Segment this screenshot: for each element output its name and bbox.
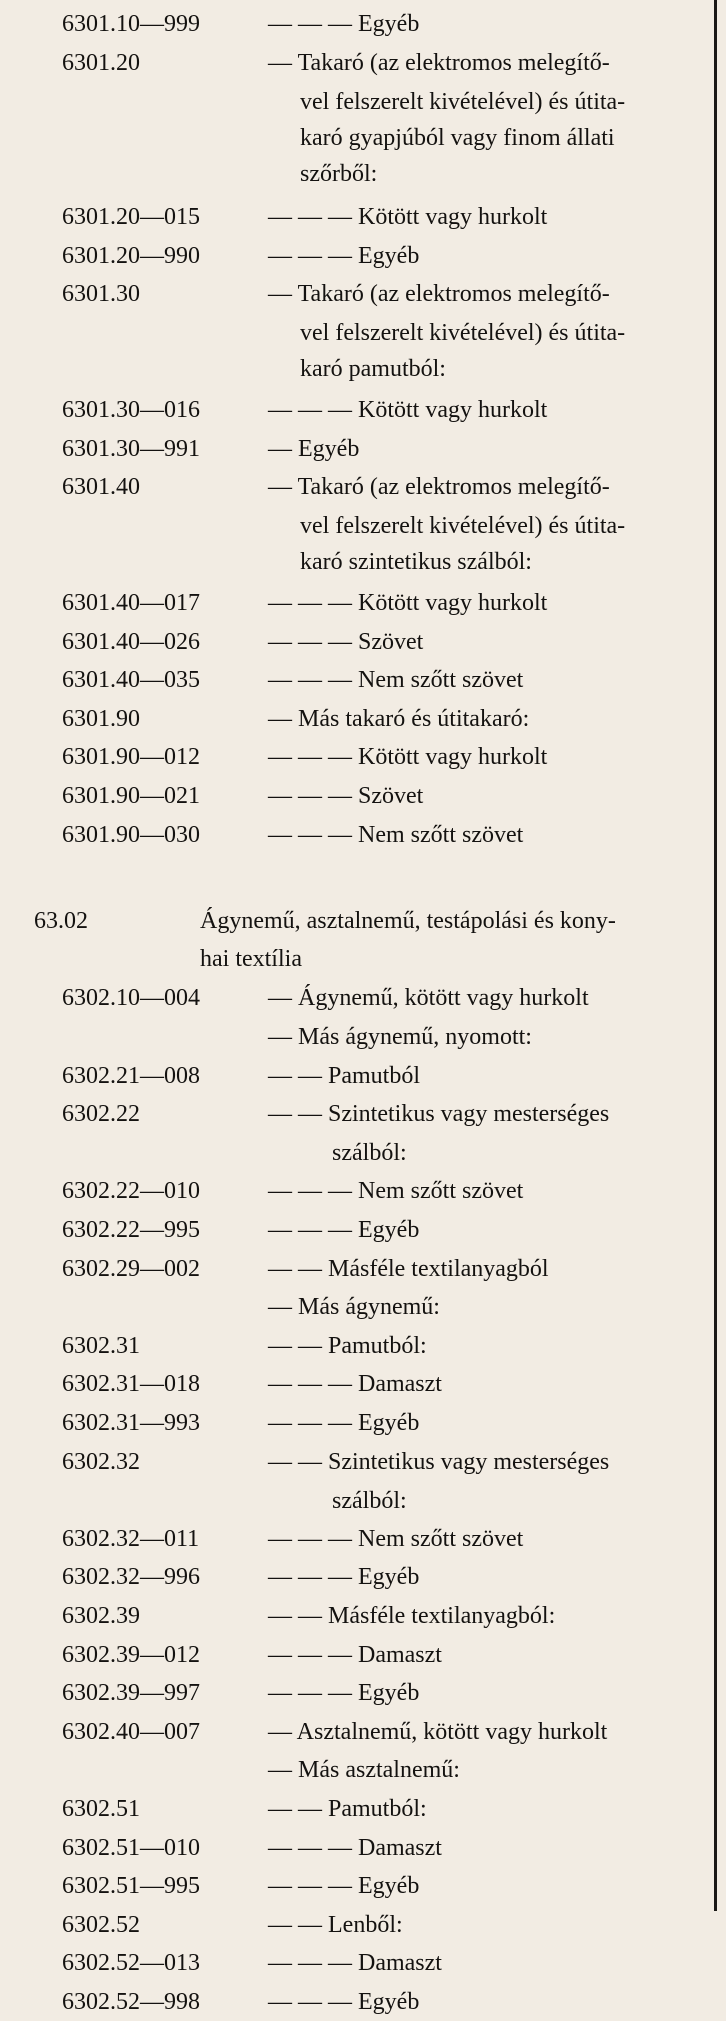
tariff-description: — — Pamutból:: [268, 1796, 427, 1822]
tariff-description-continuation: karó gyapjúból vagy finom állati: [300, 124, 615, 151]
tariff-code: 6301.90: [62, 705, 140, 732]
tariff-description: — Egyéb: [268, 435, 360, 462]
tariff-description: — — Pamutból:: [268, 1332, 427, 1359]
tariff-description-continuation: hai textília: [200, 946, 302, 973]
tariff-description: — — — Egyéb: [268, 242, 420, 269]
tariff-code: 6302.22—995: [62, 1217, 200, 1243]
tariff-description-continuation: vel felszerelt kivételével) és útita-: [300, 513, 626, 540]
tariff-code: 6302.52: [62, 1911, 140, 1938]
tariff-description: — Más asztalnemű:: [268, 1757, 460, 1784]
tariff-description: — — — Egyéb: [268, 1680, 420, 1707]
tariff-code: 6301.40: [62, 474, 140, 501]
tariff-description: — Asztalnemű, kötött vagy hurkolt: [268, 1718, 608, 1745]
tariff-description: — — — Szövet: [268, 783, 424, 809]
tariff-description: — Ágynemű, kötött vagy hurkolt: [268, 985, 589, 1012]
tariff-description-continuation: karó pamutból:: [300, 356, 446, 383]
tariff-description: — Más takaró és útitakaró:: [268, 705, 530, 732]
tariff-code: 6302.29—002: [62, 1255, 200, 1282]
tariff-code: 6302.39—012: [62, 1641, 200, 1668]
tariff-code: 6301.40—017: [62, 590, 200, 616]
tariff-code: 6302.21—008: [62, 1062, 200, 1089]
tariff-code: 6301.90—012: [62, 744, 200, 771]
tariff-description: — — — Kötött vagy hurkolt: [268, 397, 548, 423]
tariff-description: — — — Kötött vagy hurkolt: [268, 744, 548, 771]
tariff-description: — Más ágynemű:: [268, 1294, 440, 1321]
tariff-code: 6302.39—997: [62, 1680, 200, 1707]
tariff-description: — — Szintetikus vagy mesterséges: [268, 1448, 610, 1475]
tariff-code: 6301.20—990: [62, 242, 200, 269]
tariff-code: 6302.32—996: [62, 1564, 200, 1591]
tariff-description: — — — Egyéb: [268, 1989, 420, 2015]
tariff-code: 6301.10—999: [62, 11, 200, 37]
tariff-description: — — — Damaszt: [268, 1641, 442, 1668]
tariff-description: — — — Egyéb: [268, 1410, 420, 1436]
tariff-description: — — — Nem szőtt szövet: [268, 667, 524, 694]
tariff-description-continuation: karó szintetikus szálból:: [300, 549, 532, 576]
tariff-code: 6302.52—013: [62, 1950, 200, 1977]
tariff-description: — — — Egyéb: [268, 1873, 420, 1900]
tariff-description: — — — Nem szőtt szövet: [268, 1178, 524, 1205]
tariff-description: — — — Egyéb: [268, 1564, 420, 1591]
tariff-description-continuation: szálból:: [332, 1487, 407, 1514]
tariff-description-continuation: vel felszerelt kivételével) és útita-: [300, 320, 626, 347]
tariff-description: — Más ágynemű, nyomott:: [268, 1024, 532, 1050]
tariff-description-continuation: vel felszerelt kivételével) és útita-: [300, 88, 626, 115]
tariff-code: 6302.51—995: [62, 1873, 200, 1900]
tariff-code: 6302.32: [62, 1448, 140, 1475]
tariff-description: — — — Nem szőtt szövet: [268, 821, 524, 848]
tariff-description: — — Szintetikus vagy mesterséges: [268, 1101, 610, 1128]
tariff-code: 6302.22: [62, 1101, 140, 1128]
tariff-description: — — — Damaszt: [268, 1834, 442, 1861]
tariff-description: — — Másféle textilanyagból:: [268, 1603, 556, 1629]
tariff-code: 6302.39: [62, 1603, 140, 1629]
tariff-code: 6302.52—998: [62, 1989, 200, 2015]
right-margin-rule: [714, 0, 717, 1911]
tariff-code: 6302.22—010: [62, 1178, 200, 1205]
tariff-code: 6301.30—016: [62, 397, 200, 423]
tariff-code: 6301.30: [62, 281, 140, 308]
tariff-description: — Takaró (az elektromos melegítő-: [268, 474, 610, 501]
tariff-code: 6302.51—010: [62, 1834, 200, 1861]
tariff-description: — — Pamutból: [268, 1062, 421, 1089]
tariff-description: — — Másféle textilanyagból: [268, 1255, 549, 1282]
tariff-code: 6302.32—011: [62, 1525, 200, 1552]
tariff-description-continuation: szálból:: [332, 1140, 407, 1167]
tariff-code: 6301.40—035: [62, 667, 200, 694]
tariff-code: 6301.90—030: [62, 821, 200, 848]
tariff-description: — — — Kötött vagy hurkolt: [268, 590, 548, 616]
tariff-code: 6302.51: [62, 1796, 140, 1822]
tariff-code: 6301.40—026: [62, 628, 200, 655]
tariff-code: 6302.31—993: [62, 1410, 200, 1436]
tariff-description: Ágynemű, asztalnemű, testápolási és kony-: [200, 908, 616, 935]
tariff-code: 6301.20—015: [62, 204, 200, 230]
tariff-description: — Takaró (az elektromos melegítő-: [268, 49, 610, 76]
tariff-code: 6301.30—991: [62, 435, 200, 462]
tariff-description-continuation: szőrből:: [300, 160, 378, 187]
tariff-description: — — — Damaszt: [268, 1950, 442, 1977]
tariff-description: — — — Egyéb: [268, 11, 420, 37]
tariff-code: 6301.20: [62, 49, 140, 76]
tariff-description: — — — Nem szőtt szövet: [268, 1525, 524, 1552]
tariff-code: 6302.31—018: [62, 1371, 200, 1398]
tariff-description: — — Lenből:: [268, 1911, 403, 1938]
tariff-code: 6302.31: [62, 1332, 140, 1359]
tariff-code: 6302.40—007: [62, 1718, 200, 1745]
tariff-code: 63.02: [34, 908, 88, 935]
tariff-description: — — — Damaszt: [268, 1371, 442, 1398]
tariff-description: — Takaró (az elektromos melegítő-: [268, 281, 610, 308]
tariff-code: 6302.10—004: [62, 985, 200, 1012]
tariff-description: — — — Kötött vagy hurkolt: [268, 204, 548, 230]
tariff-code: 6301.90—021: [62, 783, 200, 809]
tariff-description: — — — Szövet: [268, 628, 424, 655]
tariff-description: — — — Egyéb: [268, 1217, 420, 1243]
